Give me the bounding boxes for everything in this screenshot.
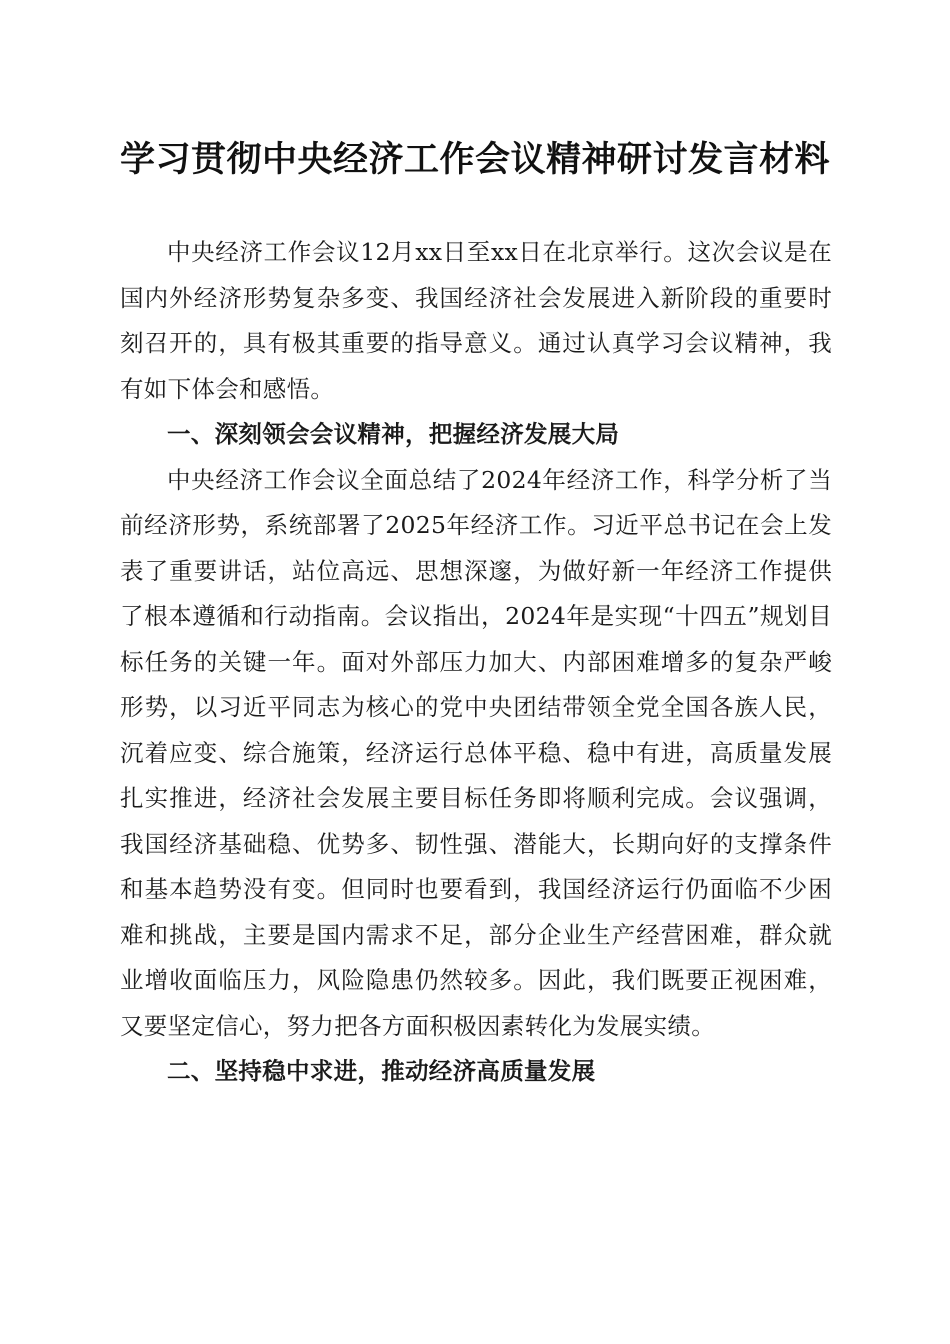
section-2-heading: 二、坚持稳中求进，推动经济高质量发展 [167, 1057, 596, 1085]
intro-paragraph: 中央经济工作会议12月xx日至xx日在北京举行。这次会议是在国内外经济形势复杂多变、我国经济社会发展进入新阶段的重要时刻召开的，具有极其重要的指导意义。通过认真学习会议精神，我有如下体会和感悟。 [120, 238, 832, 403]
document-body [120, 230, 832, 1095]
section-1-heading: 一、深刻领会会议精神，把握经济发展大局 [167, 420, 620, 448]
section-1-paragraph: 中央经济工作会议全面总结了2024年经济工作，科学分析了当前经济形势，系统部署了2025年经济工作。习近平总书记在会上发表了重要讲话，站位高远、思想深邃，为做好新一年经济工作提供了根本遵循和行动指南。会议指出，2024年是实现“十四五”规划目标任务的关键一年。面对外部压力加大、内部困难增多的复杂严峻形势，以习近平同志为核心的党中央团结带领全党全国各族人民，沉着应变、综合施策，经济运行总体平稳、稳中有进，高质量发展扎实推进，经济社会发展主要目标任务即将顺利完成。会议强调，我国经济基础稳、优势多、韧性强、潜能大，长期向好的支撑条件和基本趋势没有变。但同时也要看到，我国经济运行仍面临不少困难和挑战，主要是国内需求不足，部分企业生产经营困难，群众就业增收面临压力，风险隐患仍然较多。因此，我们既要正视困难，又要坚定信心，努力把各方面积极因素转化为发展实绩。 [120, 465, 832, 1040]
document-title: 学习贯彻中央经济工作会议精神研讨发言材料 [119, 140, 830, 180]
